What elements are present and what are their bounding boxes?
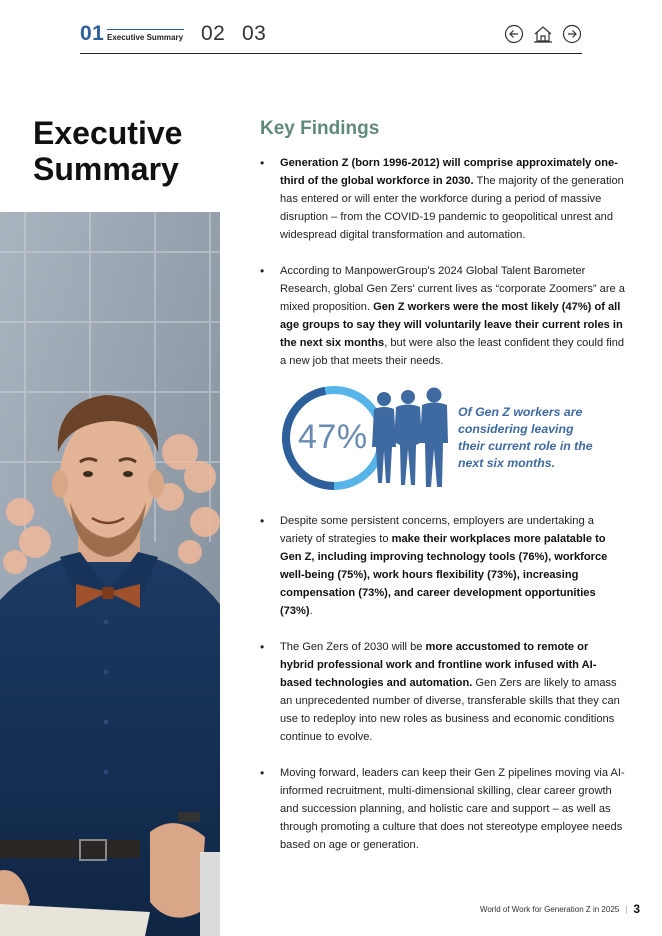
page-title: Executive Summary	[33, 115, 183, 187]
section-heading: Key Findings	[260, 118, 380, 139]
finding-4-text-a: The Gen Zers of 2030 will be	[280, 641, 426, 653]
stat-caption: Of Gen Z workers are considering leaving their current role in the next six months.	[458, 405, 593, 470]
finding-3-text-a: Despite some persistent concerns, employers are undertaking a variety of strategies to	[280, 515, 594, 545]
finding-2-text-b: , but were also the least confident they could find a new job that meets their needs.	[280, 337, 625, 367]
people-group-icon	[370, 387, 450, 491]
finding-1-text: The majority of the generation has entered or will enter the workforce during a period of massive disruption – from the COVID-19 pandemic to geopolitical unrest and widespread digital transformation and automation.	[280, 175, 624, 241]
arrow-right-icon[interactable]	[562, 24, 582, 44]
finding-4-bold: more accustomed to remote or hybrid professional work and frontline work infused with AI-based technologies and automation.	[280, 641, 597, 689]
footer-doc-title: World of Work for Generation Z in 2025	[479, 904, 620, 914]
finding-1	[260, 154, 625, 244]
finding-3-text-b: .	[309, 605, 313, 617]
finding-5-text: Moving forward, leaders can keep their Gen Z pipelines moving via AI-informed recruitment, multi-dimensional skilling, clear career growth and succession planning, and holistic care and support – as well as through promoting a culture that does not stereotype employee needs based on age or generation.	[280, 767, 625, 851]
stat-callout	[280, 384, 625, 494]
finding-3	[260, 512, 625, 620]
nav-icons	[504, 24, 582, 44]
finding-3-bold: make their workplaces more palatable to Gen Z, including improving technology tools (76%), workforce well-being (75%), work hours flexibility (73%), increasing compensation (73%), and career development opportunities (73%)	[280, 533, 608, 617]
nav-section-02[interactable]: 02	[201, 22, 226, 45]
page-footer	[480, 902, 640, 916]
page-number: 3	[633, 902, 640, 916]
home-icon[interactable]	[532, 24, 554, 44]
stat-value: 47%	[298, 418, 368, 456]
finding-2	[260, 262, 625, 370]
nav-section-03[interactable]: 03	[242, 22, 267, 45]
footer-separator: |	[625, 904, 628, 914]
nav-section-01[interactable]: 01	[80, 22, 105, 45]
nav-active-underline	[107, 29, 184, 30]
finding-1-bold: Generation Z (born 1996-2012) will comprise approximately one-third of the global workforce in 2030.	[280, 157, 618, 187]
finding-2-bold: Gen Z workers were the most likely (47%) of all age groups to say they will voluntarily leave their current roles in the next six months	[280, 301, 623, 349]
top-nav	[80, 20, 582, 54]
key-findings-section	[260, 118, 625, 872]
nav-active-label[interactable]: Executive Summary	[107, 33, 184, 42]
finding-2-text-a: According to ManpowerGroup's 2024 Global Talent Barometer Research, global Gen Zers' current lives as “corporate Zoomers” are a mixed proposition.	[280, 265, 625, 313]
finding-4	[260, 638, 625, 746]
finding-5	[260, 764, 625, 854]
finding-4-text-b: Gen Zers are likely to amass an unprecedented number of diverse, transferable skills that they can use to redeploy into new roles as business and economic conditions continue to evolve.	[280, 677, 620, 743]
arrow-left-icon[interactable]	[504, 24, 524, 44]
young-man-photo	[0, 212, 220, 936]
